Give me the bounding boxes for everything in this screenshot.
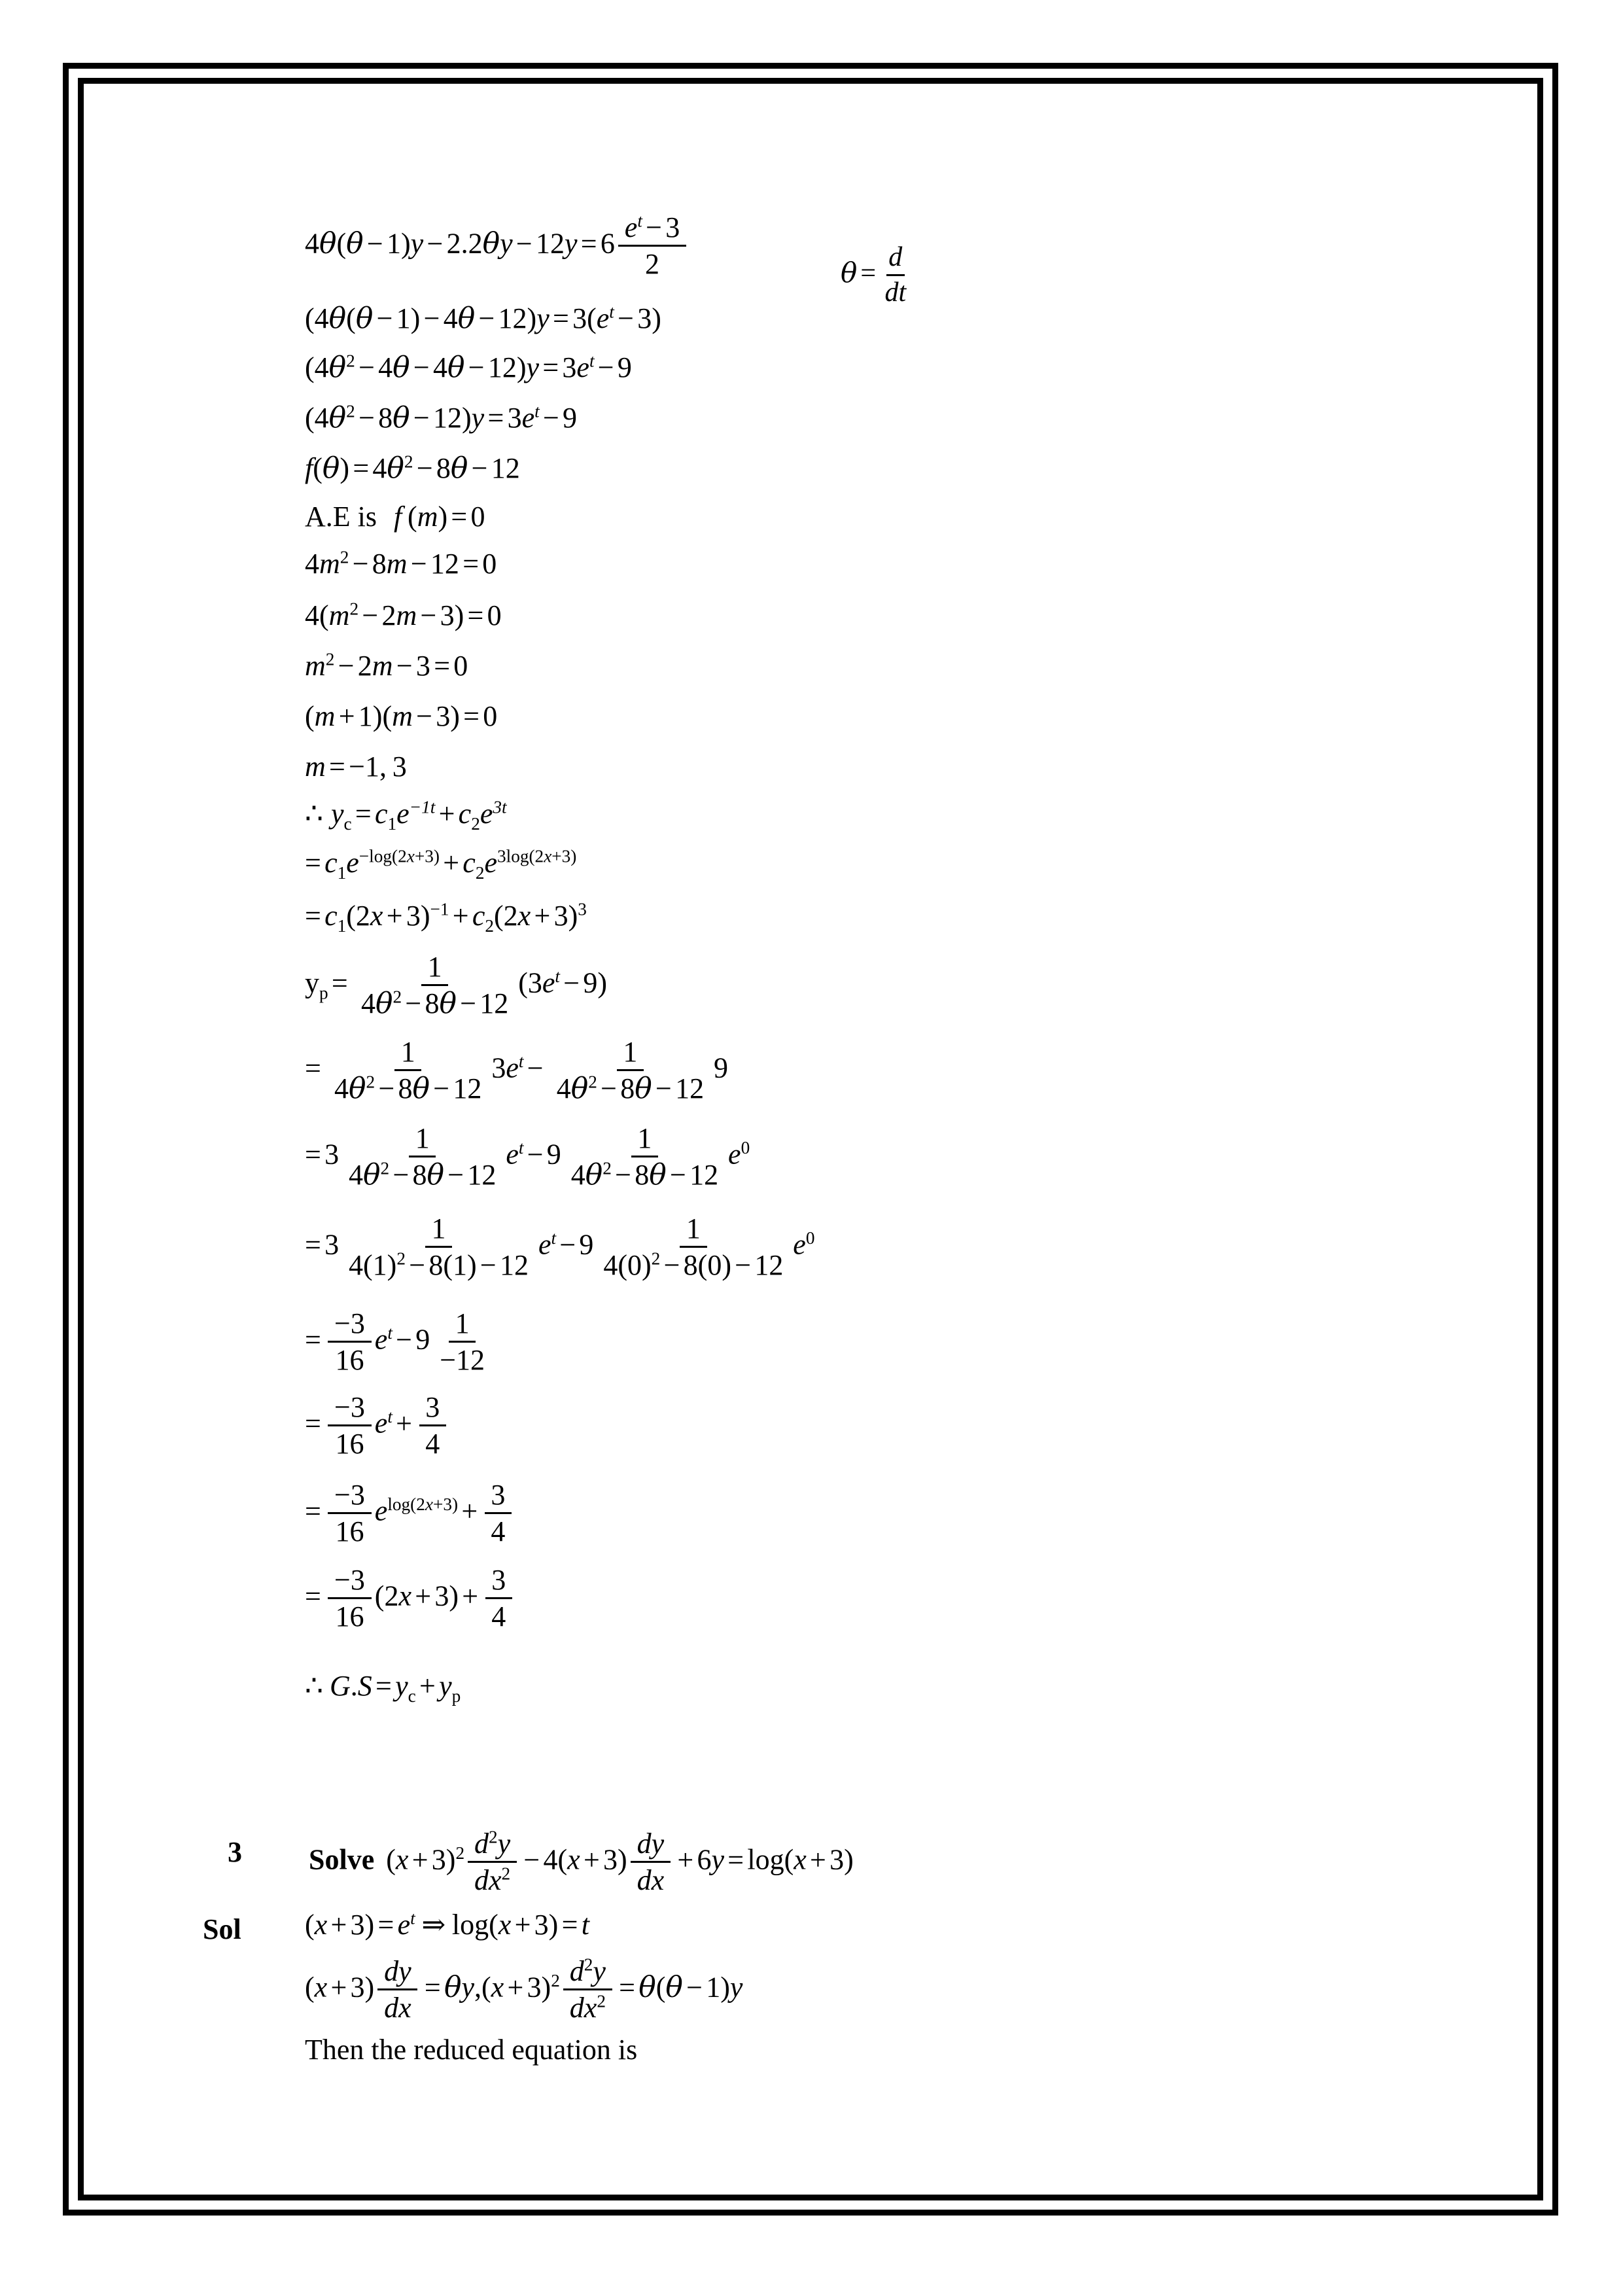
theta-def-numerator: d (886, 243, 905, 275)
particular-integral-line-1: $y_p$ = $\frac{1}{4\theta^2 - 8\theta - 12}$ $(3e^t - 9)$ (305, 951, 608, 1020)
equation-line-10-factored: (m + 1)(m − 3) = 0 (305, 700, 498, 732)
theta-def-denominator: dt (884, 277, 907, 308)
particular-integral-line-8-final: = $\frac{-3}{16}$ (2x + 3) + $\frac{3}{4}$ (305, 1565, 515, 1633)
solve-verb: Solve (309, 1843, 375, 1876)
particular-integral-line-5: = $\frac{-3}{16}$ $e^t - 9$ $\frac{1}{-12}$ (305, 1307, 485, 1376)
particular-integral-line-3: = 3 $\frac{1}{4\theta^2 - 8\theta - 12}$ $e^t - 9$ $\frac{1}{4\theta^2 - 8\theta - 12}$ $e^0$ (305, 1122, 750, 1192)
problem-statement: Solve $(x + 3)^2$ $\frac{d^2y}{dx^2}$ − 4(x + 3) $\frac{dy}{dx}$ + 6y = log(x + 3) (309, 1827, 854, 1896)
equation-line-2: $(4\theta(\theta - 1) - 4\theta - 12)y = 3(e^t - 3)$ (305, 302, 661, 335)
particular-integral-line-6: = $\frac{-3}{16}$ $e^t$ + $\frac{3}{4}$ (305, 1392, 449, 1460)
problem-number: 3 (228, 1836, 242, 1868)
theta-definition: θ = $\frac{d}{dt}$ (841, 243, 912, 308)
auxiliary-equation-line: A.E is f (m) = 0 (305, 501, 485, 533)
complementary-function-line: ∴ $y_c = c_1e^{-1t} + c_2e^{3t}$ (305, 797, 507, 834)
theta-symbol: θ (841, 256, 858, 289)
particular-integral-line-2: = $\frac{1}{4\theta^2 - 8\theta - 12}$ $3e^t$ − $\frac{1}{4\theta^2 - 8\theta - 12}$ 9 (305, 1036, 729, 1105)
equation-line-9: $m^2 - 2m - 3 = 0$ (305, 649, 468, 682)
equation-line-3: $(4\theta^2 - 4\theta - 4\theta - 12)y = 3e^t - 9$ (305, 351, 632, 384)
general-solution-line: ∴ $G.S = y_c + y_p$ (305, 1670, 461, 1706)
problem3-substitution-line: $(x + 3) = e^t$ ⇒ log(x + 3) = t (305, 1908, 589, 1941)
equation-line-8: $4(m^2 - 2m - 3) = 0$ (305, 599, 502, 631)
equation-line-7: $4m^2 - 8m - 12 = 0$ (305, 547, 497, 580)
equation-line-1: 4θ(θ − 1)y − 2.2θy − 12y = 6 $\frac{e^t - 3}{2}$ (305, 213, 689, 280)
complementary-function-final: = $c_1(2x + 3)^{-1} + c_2(2x + 3)^3$ (305, 899, 587, 936)
equation-line-11-roots: m = −1, 3 (305, 751, 407, 783)
problem3-operator-identity-line: (x + 3) $\frac{dy}{dx}$ = $\theta y,(x + 3)^2$ $\frac{d^2y}{dx^2}$ = θ(θ − 1)y (305, 1954, 743, 2024)
closing-sentence: Then the reduced equation is (305, 2034, 638, 2066)
solution-label: Sol (203, 1913, 241, 1945)
complementary-function-log-substituted: = $c_1e^{-log(2x+3)} + c_2e^{3log(2x+3)}$ (305, 846, 577, 883)
equation-line-5-f-theta: $f(\theta) = 4\theta^2 - 8\theta - 12$ (305, 451, 520, 485)
particular-integral-line-7-log: = $\frac{-3}{16}$ $e^{log(2x+3)}$ + $\frac{3}{4}$ (305, 1480, 515, 1547)
equation-line-4: $(4\theta^2 - 8\theta - 12)y = 3e^t - 9$ (305, 401, 578, 434)
particular-integral-line-4-substituted: = 3 $\frac{1}{4(1)^2 - 8(1) - 12}$ $e^t - 9$ $\frac{1}{4(0)^2 - 8(0) - 12}$ $e^0$ (305, 1212, 815, 1281)
